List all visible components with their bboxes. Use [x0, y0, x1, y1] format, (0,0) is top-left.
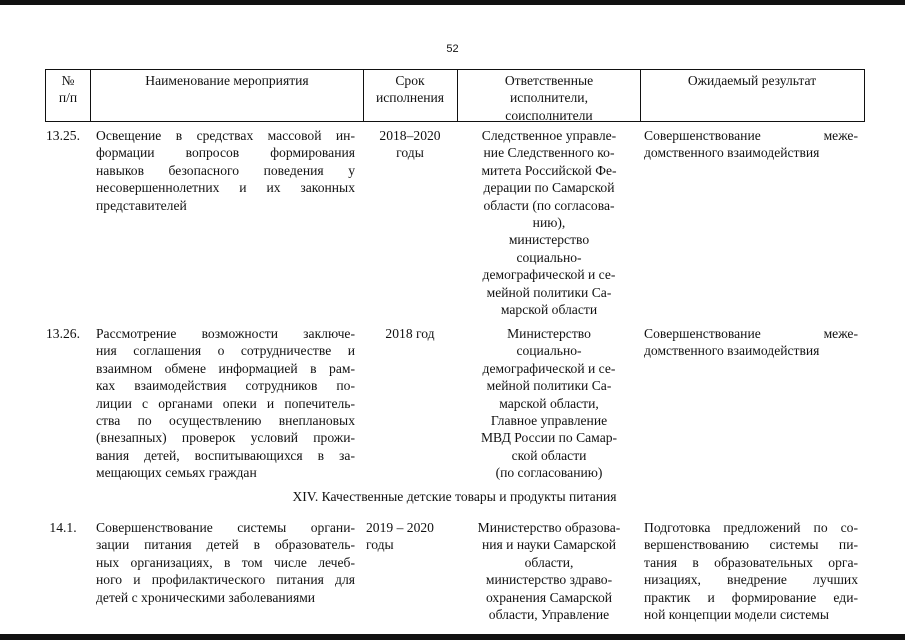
header-result: Ожидаемый результат	[687, 73, 817, 88]
row-name: представителей	[96, 197, 187, 213]
row-name: зации питания детей в образователь-	[96, 537, 355, 553]
row-responsible: Главное управление	[490, 413, 608, 428]
row-name: ства по осуществлению внеплановых	[96, 413, 355, 428]
row-responsible: ние Следственного ко-	[483, 145, 615, 161]
row-term: 2018–2020	[379, 128, 441, 143]
row-name: (внезапных) проверок условий прожи-	[96, 430, 355, 446]
col-border	[45, 69, 46, 121]
row-name: Освещение в средствах массовой ин-	[96, 128, 355, 143]
row-result: практик и формирование еди-	[644, 589, 858, 605]
row-result: тания в образовательных орга-	[644, 554, 858, 570]
row-responsible: демографической и се-	[482, 267, 616, 283]
row-result: Совершенствование меже-	[644, 128, 858, 143]
row-responsible: области, Управление	[488, 607, 610, 622]
col-border	[90, 69, 91, 121]
row-responsible: мейной политики Са-	[486, 378, 612, 394]
header-bottom-rule	[45, 121, 865, 122]
row-name: Совершенствование системы органи-	[96, 520, 355, 535]
page-number: 52	[446, 43, 459, 55]
col-border	[457, 69, 458, 121]
row-result: ной концепции модели системы	[644, 607, 830, 622]
row-result: низациях, внедрение лучших	[644, 572, 858, 588]
row-result: Совершенствование меже-	[644, 326, 858, 341]
header-term: исполнения	[375, 90, 445, 106]
row-name: ния соглашения о сотрудничестве и	[96, 343, 355, 359]
row-responsible: области,	[524, 554, 574, 570]
row-responsible: мейной политики Са-	[486, 284, 612, 300]
row-responsible: марской области,	[499, 395, 599, 411]
row-name: ного и профилактического питания для	[96, 572, 355, 588]
row-name: формации вопросов формирования	[96, 145, 355, 161]
row-responsible: области (по согласова-	[483, 197, 615, 213]
row-responsible: Министерство	[507, 326, 591, 341]
header-responsible: исполнители,	[510, 90, 588, 106]
row-term: 2018 год	[385, 326, 435, 341]
row-responsible: Министерство образова-	[477, 520, 621, 535]
row-name: ных организациях, в том числе лечеб-	[96, 554, 355, 570]
header-top-rule	[45, 69, 865, 70]
row-responsible: Следственное управле-	[481, 128, 617, 143]
row-result: вершенствованию системы пи-	[644, 537, 858, 553]
bottom-border	[0, 634, 905, 640]
col-border	[640, 69, 641, 121]
row-term: годы	[396, 145, 424, 161]
row-name: навыков безопасного поведения у	[96, 162, 355, 178]
row-name: вания детей, воспитывающихся в за-	[96, 447, 355, 463]
row-responsible: МВД России по Самар-	[480, 430, 618, 446]
row-responsible: дерации по Самарской	[483, 180, 615, 196]
row-responsible: охранения Самарской	[485, 589, 613, 605]
row-responsible: митета Российской Фе-	[481, 162, 617, 178]
row-number: 13.25.	[46, 128, 80, 143]
header-num: п/п	[58, 90, 78, 106]
header-num: №	[61, 73, 75, 88]
row-responsible: социально-	[516, 343, 582, 359]
row-name: взаимном обмене информацией в рам-	[96, 360, 355, 376]
row-number: 13.26.	[46, 326, 80, 341]
row-responsible: марской области	[500, 302, 598, 317]
row-responsible: ской области	[511, 447, 587, 463]
row-name: несовершеннолетних и их законных	[96, 180, 355, 196]
row-name: детей с хроническими заболеваниями	[96, 589, 316, 605]
col-border	[864, 69, 865, 121]
row-responsible: ния и науки Самарской	[481, 537, 617, 553]
header-term: Срок	[395, 73, 425, 88]
row-responsible: министерство	[508, 232, 590, 248]
row-responsible: демографической и се-	[482, 360, 616, 376]
row-result: Подготовка предложений по со-	[644, 520, 858, 535]
col-border	[363, 69, 364, 121]
header-responsible: Ответственные	[504, 73, 594, 88]
row-result: домственного взаимодействия	[644, 343, 820, 359]
row-name: мещающих семьях граждан	[96, 465, 257, 481]
top-border	[0, 0, 905, 5]
row-result: домственного взаимодействия	[644, 145, 820, 161]
row-responsible: социально-	[516, 249, 582, 265]
row-number: 14.1.	[49, 520, 77, 535]
row-name: ках взаимодействия сотрудников по-	[96, 378, 355, 394]
section-title: XIV. Качественные детские товары и продукты питания	[292, 489, 617, 504]
row-responsible: (по согласованию)	[495, 465, 603, 481]
row-term: годы	[366, 537, 394, 553]
header-responsible: соисполнители	[505, 107, 593, 123]
row-responsible: нию),	[532, 215, 566, 230]
row-term: 2019 – 2020	[366, 520, 434, 535]
header-name: Наименование мероприятия	[145, 73, 309, 88]
row-responsible: министерство здраво-	[485, 572, 613, 588]
row-name: лиции с органами опеки и попечитель-	[96, 395, 355, 411]
row-name: Рассмотрение возможности заключе-	[96, 326, 355, 341]
